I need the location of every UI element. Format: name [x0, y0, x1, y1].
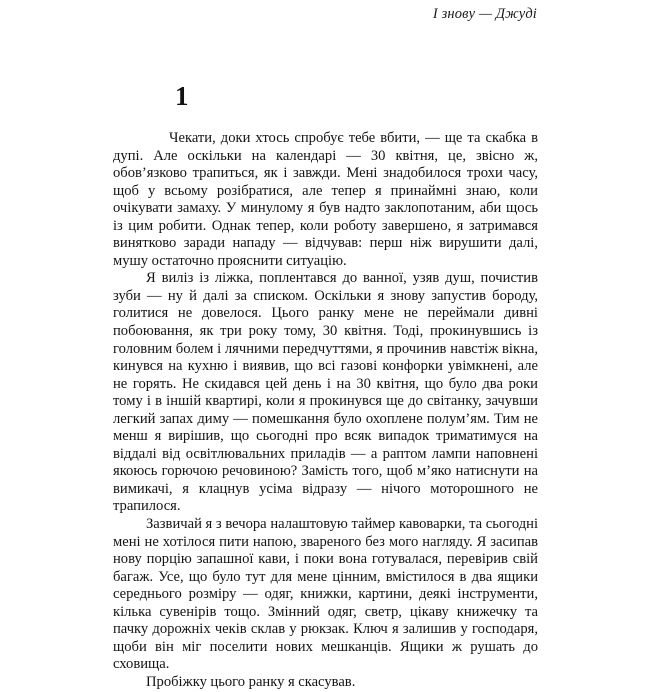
- running-head: І знову — Джуді: [432, 6, 537, 22]
- chapter-number: 1: [175, 81, 189, 111]
- body-text: [113, 130, 538, 692]
- paragraph: Зазвичай я з вечора налаштовую таймер кавоварки, та сьогодні мені не хотілося пити напою, звареного без мого нагляду. Я засипав нову порцію запашної кави, і поки вона готувалася, перевірив свій багаж. Усе, що було тут для мене цінним, вмістилося в два ящики середнього розміру — одяг, книжки, картини, деякі інструменти, кілька сувенірів тощо. Змінний одяг, светр, цікаву книжечку та пачку дорожніх чеків склав у рюкзак. Ключ я залишив у господаря, щоби він міг поселити нових мешканців. Ящики ж рушать до сховища.: [113, 516, 538, 673]
- paragraph: Пробіжку цього ранку я скасував.: [146, 673, 356, 690]
- paragraph: Я виліз із ліжка, поплентався до ванної, узяв душ, почистив зуби — ну й далі за списком. Оскільки я знову запустив бороду, голитися не довелося. Цього ранку мене не переймали дивні побоювання, як три року тому, 30 квітня. Тоді, прокинувшись із головним болем і лячними передчуттями, я прочинив навстіж вікна, кинувся на кухню і виявив, що всі газові конфорки увімкнені, але не горять. Не скидався цей день і на 30 квітня, що було два роки тому і в іншій квартирі, коли я прокинувся ще до світанку, зачувши легкий запах диму — помешкання було охоплене полум’ям. Тим не менш я вирішив, що сьогодні про всяк випадок триматимуся на віддалі від освітлювальних приладів — а раптом лампи наповнені якоюсь горючою речовиною? Замість того, щоб м’яко натиснути на вимикачі, я клацнув усіма відразу — нічого моторошного не трапилося.: [113, 270, 538, 515]
- paragraph: Чекати, доки хтось спробує тебе вбити, — ще та скабка в дупі. Але оскільки на календарі — 30 квітня, це, звісно ж, обов’язково трапиться, як і завжди. Мені знадобилося трохи часу, щоб у всьому розібратися, але тепер я принаймні знаю, коли очікувати замаху. У минулому я був надто заклопотаним, аби щось із цим робити. Однак тепер, коли роботу завершено, я затримався винятково заради нападу — відчував: перш ніж вирушити далі, мушу остаточно прояснити ситуацію.: [113, 130, 538, 269]
